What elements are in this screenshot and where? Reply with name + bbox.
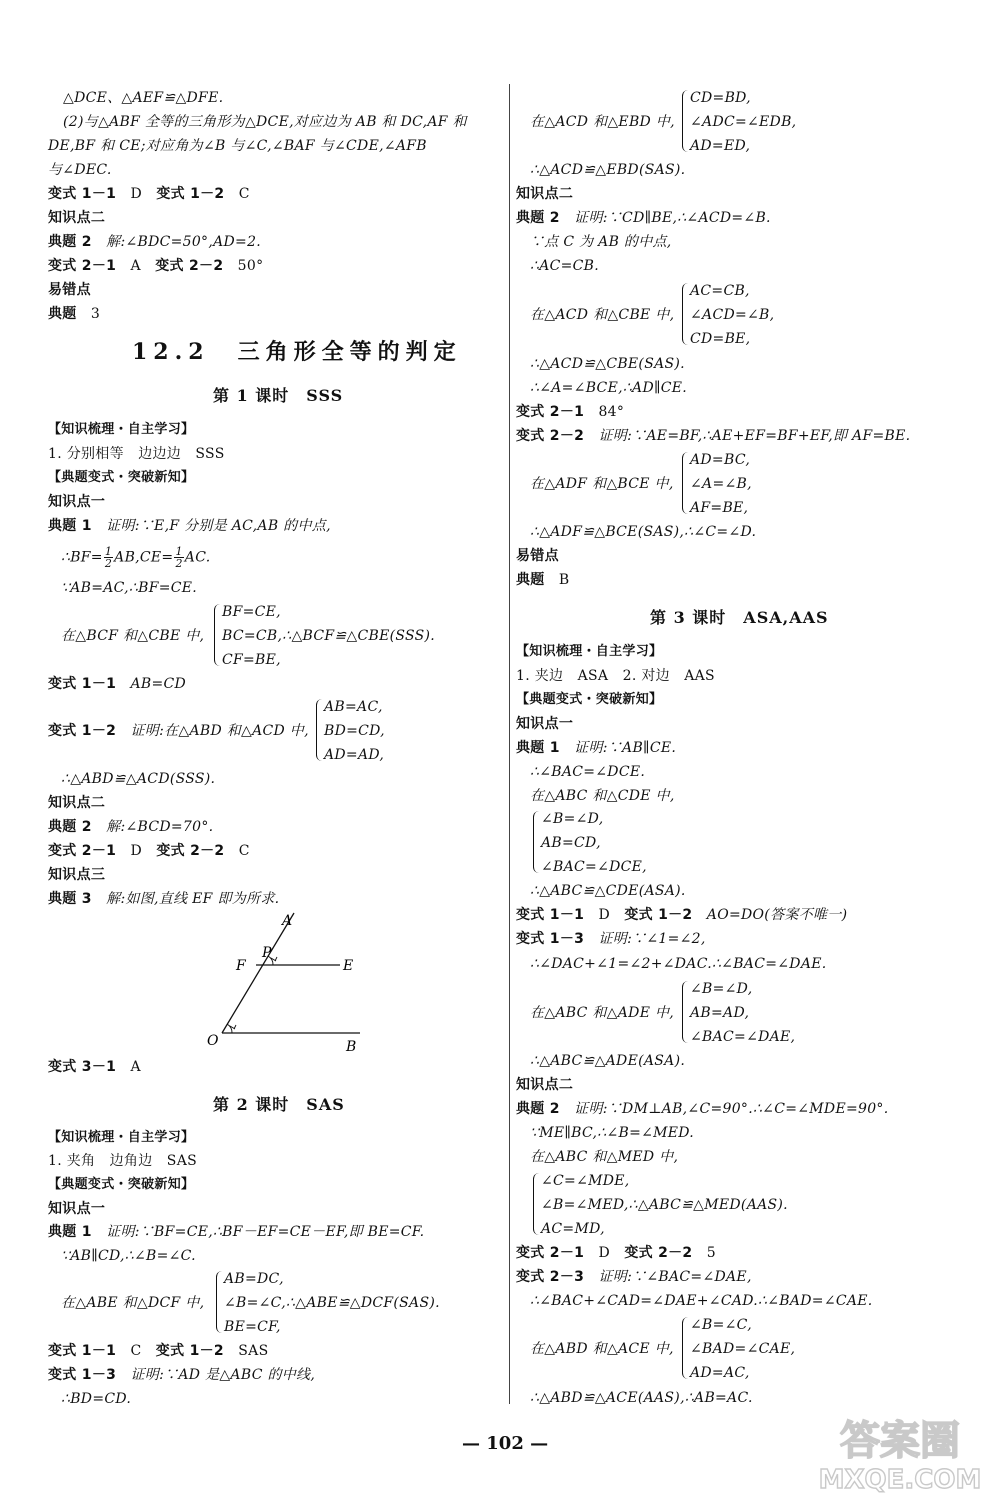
proof-text: 证明:∵AD 是△ABC 的中线,	[130, 1367, 316, 1383]
system-line: ∠C=∠MDE,	[541, 1173, 630, 1189]
brace	[316, 699, 322, 761]
block-heading: 【知识梳理・自主学习】	[48, 1130, 195, 1145]
proof-text: 证明:∵DM⊥AB,∠C=90°.∴∠C=∠MDE=90°.	[574, 1101, 889, 1117]
brace	[682, 452, 688, 514]
label: 变式 2－2	[624, 1245, 693, 1261]
system-line: AD=AD,	[324, 747, 385, 763]
proof-line	[516, 209, 771, 227]
proof-line	[516, 739, 676, 757]
brace	[682, 981, 688, 1043]
angle-arc-o	[227, 1024, 232, 1033]
label: 典题 2	[48, 234, 92, 250]
text-line: 1. 夹边 ASA 2. 对边 AAS	[516, 668, 715, 684]
system-prefix: 在△ACD 和△EBD 中,	[530, 114, 675, 130]
label: 变式 1－1	[48, 676, 117, 692]
proof-line	[516, 930, 706, 948]
topic-heading: 易错点	[48, 282, 91, 298]
system-line: AB=AD,	[690, 1005, 750, 1021]
system-prefix: 在△ADF 和△BCE 中,	[530, 476, 674, 492]
answer: C	[238, 843, 250, 859]
proof-line	[516, 1268, 752, 1286]
answer: C	[130, 1343, 142, 1359]
answer-line	[516, 403, 624, 421]
system-prefix	[48, 722, 309, 740]
answer: 解:如图,直线 EF 即为所求.	[106, 891, 280, 907]
answer: 84°	[598, 404, 625, 420]
proof-line: ∴BD=CD.	[61, 1391, 132, 1407]
brace	[216, 1271, 222, 1333]
text-line: 1. 夹角 边角边 SAS	[48, 1153, 197, 1169]
watermark-logo	[806, 1412, 994, 1494]
label: 变式 2－1	[516, 1245, 585, 1261]
label: 典题 2	[516, 1101, 560, 1117]
system-line: ∠B=∠D,	[541, 811, 604, 827]
proof-line	[48, 517, 331, 535]
label: 变式 1－2	[48, 723, 117, 739]
point-label-o: O	[207, 1033, 219, 1049]
system-line: BD=CD,	[324, 723, 385, 739]
answer: C	[238, 186, 250, 202]
label: 变式 2－1	[48, 843, 117, 859]
answer-line	[516, 571, 570, 589]
proof-line: ∴△ABD≌△ACD(SSS).	[61, 771, 216, 787]
topic-heading: 易错点	[516, 548, 559, 564]
answer: A	[130, 258, 141, 274]
point-label-f: F	[236, 958, 246, 974]
answer-line	[516, 1244, 716, 1262]
block-heading: 【典题变式・突破新知】	[48, 1177, 195, 1192]
proof-text: ∴BF=	[61, 549, 103, 566]
answer-line	[48, 233, 261, 251]
label: 典题 3	[48, 891, 92, 907]
proof-line: ∴∠BAC+∠CAD=∠DAE+∠CAD.∴∠BAD=∠CAE.	[530, 1293, 873, 1309]
system-prefix: 在△ABD 和△ACE 中,	[530, 1341, 674, 1357]
system-line: AD=BC,	[690, 452, 751, 468]
proof-line: ∵ME∥BC,∴∠B=∠MED.	[530, 1125, 695, 1141]
brace	[533, 1173, 539, 1235]
system-line: AD=AC,	[690, 1365, 750, 1381]
topic-heading: 知识点二	[516, 1077, 574, 1093]
proof-line: ∴△ABD≌△ACE(AAS),∴AB=AC.	[530, 1390, 753, 1406]
brace	[682, 283, 688, 345]
answer-line	[48, 1342, 268, 1360]
fraction-half	[174, 546, 183, 569]
system-line: ∠ADC=∠EDB,	[690, 114, 797, 130]
proof-text: 证明:∵E,F 分别是 AC,AB 的中点,	[106, 518, 331, 534]
system-line: ∠BAD=∠CAE,	[690, 1341, 796, 1357]
system-line: ∠B=∠D,	[690, 981, 753, 997]
point-label-p: P	[262, 945, 272, 961]
label: 变式 1－3	[516, 931, 585, 947]
proof-line	[61, 546, 210, 569]
proof-text: AC.	[184, 549, 211, 566]
answer: SAS	[238, 1343, 269, 1359]
proof-text: 证明:∵AE=BF,∴AE+EF=BF+EF,即 AF=BE.	[598, 428, 911, 444]
label: 典题 2	[48, 819, 92, 835]
numerator: 1	[175, 545, 183, 558]
system-line: AB=CD,	[541, 835, 601, 851]
block-heading: 【典题变式・突破新知】	[48, 470, 195, 485]
system-prefix: 在△BCF 和△CBE 中,	[61, 628, 205, 644]
lesson-title: 第 2 课时 SAS	[213, 1095, 345, 1114]
lesson-title: 第 1 课时 SSS	[213, 386, 344, 405]
system-line: BC=CB,∴△BCF≌△CBE(SSS).	[222, 628, 436, 644]
answer-line	[48, 818, 213, 836]
answer: D	[598, 1245, 610, 1261]
label: 变式 2－2	[155, 258, 224, 274]
answer-line	[516, 906, 847, 924]
answer: AB=CD	[130, 676, 187, 692]
answer-line	[48, 305, 100, 323]
block-heading: 【知识梳理・自主学习】	[48, 422, 195, 437]
system-line: CD=BE,	[690, 331, 751, 347]
lesson-title: 第 3 课时 ASA,AAS	[650, 608, 829, 627]
text-line: (2)与△ABF 全等的三角形为△DCE,对应边为 AB 和 DC,AF 和	[63, 114, 467, 130]
numerator: 1	[104, 545, 113, 558]
proof-line: ∴△ABC≌△ADE(ASA).	[530, 1053, 686, 1069]
answer: D	[130, 186, 142, 202]
answer-line	[48, 257, 263, 275]
point-label-a: A	[282, 913, 293, 929]
answer: 50°	[237, 258, 264, 274]
denominator: 2	[104, 557, 113, 570]
denominator: 2	[175, 557, 183, 570]
label: 典题 2	[516, 210, 560, 226]
proof-line: ∵AB∥CD,∴∠B=∠C.	[61, 1248, 196, 1264]
answer-line	[48, 675, 186, 693]
system-line: ∠B=∠C,∴△ABE≌△DCF(SAS).	[224, 1295, 440, 1311]
label: 变式 1－3	[48, 1367, 117, 1383]
label: 典题 1	[48, 518, 92, 534]
proof-line: ∴∠DAC+∠1=∠2+∠DAC.∴∠BAC=∠DAE.	[530, 956, 827, 972]
topic-heading: 知识点一	[48, 494, 106, 510]
system-line: AC=CB,	[690, 283, 750, 299]
label: 变式 2－1	[48, 258, 117, 274]
block-heading: 【典题变式・突破新知】	[516, 692, 663, 707]
system-line: BF=CE,	[222, 604, 281, 620]
topic-heading: 知识点二	[48, 210, 106, 226]
answer-line	[48, 842, 250, 860]
text-line: △DCE、△AEF≌△DFE.	[63, 90, 224, 106]
proof-line: 在△ABC 和△MED 中,	[530, 1149, 679, 1165]
brace	[214, 604, 220, 666]
system-line: BE=CF,	[224, 1319, 281, 1335]
point-label-b: B	[346, 1039, 357, 1055]
topic-heading: 知识点二	[48, 795, 106, 811]
proof-text: 证明:在△ABD 和△ACD 中,	[130, 723, 309, 739]
system-prefix: 在△ACD 和△CBE 中,	[530, 307, 675, 323]
label: 变式 2－2	[156, 843, 225, 859]
block-heading: 【知识梳理・自主学习】	[516, 644, 663, 659]
topic-heading: 知识点一	[516, 716, 574, 732]
proof-text: 证明:∵AB∥CE.	[574, 740, 677, 756]
fraction-half	[104, 546, 113, 569]
answer: D	[130, 843, 142, 859]
label: 变式 1－2	[156, 186, 225, 202]
answer-line	[48, 1058, 141, 1076]
proof-line: ∴△ACD≌△EBD(SAS).	[530, 162, 686, 178]
system-line: AB=AC,	[324, 699, 383, 715]
brace	[533, 811, 539, 873]
system-line: ∠A=∠B,	[690, 476, 752, 492]
answer-line	[48, 185, 250, 203]
system-line: CF=BE,	[222, 652, 281, 668]
proof-line	[516, 1100, 888, 1118]
proof-line: ∴∠BAC=∠DCE.	[530, 764, 646, 780]
proof-line	[516, 427, 910, 445]
proof-line: ∴△ACD≌△CBE(SAS).	[530, 356, 685, 372]
topic-heading: 知识点三	[48, 867, 106, 883]
topic-heading: 知识点一	[48, 1201, 106, 1217]
proof-line: ∴△ABC≌△CDE(ASA).	[530, 883, 686, 899]
watermark-url: MXQE.COM	[818, 1465, 982, 1494]
label: 变式 1－1	[48, 1343, 117, 1359]
label: 变式 3－1	[48, 1059, 117, 1075]
brace	[682, 90, 688, 152]
label: 变式 1－1	[48, 186, 117, 202]
text-line: 1. 分别相等 边边边 SSS	[48, 446, 225, 462]
proof-line	[48, 1223, 424, 1241]
answer: B	[558, 572, 570, 588]
label: 变式 2－3	[516, 1269, 585, 1285]
label: 典题 1	[516, 740, 560, 756]
system-line: AC=MD,	[541, 1221, 605, 1237]
label: 变式 2－2	[516, 428, 585, 444]
proof-text: 证明:∵CD∥BE,∴∠ACD=∠B.	[574, 210, 771, 226]
label: 变式 2－1	[516, 404, 585, 420]
label: 典题	[48, 306, 77, 322]
answer: 解:∠BDC=50°,AD=2.	[106, 234, 262, 250]
label: 变式 1－1	[516, 907, 585, 923]
proof-text: 证明:∵BF=CE,∴BF－EF=CE－EF,即 BE=CF.	[106, 1224, 425, 1240]
label: 典题 1	[48, 1224, 92, 1240]
system-line: AF=BE,	[690, 500, 749, 516]
topic-heading: 知识点二	[516, 186, 574, 202]
answer: A	[130, 1059, 141, 1075]
proof-line: ∴∠A=∠BCE,∴AD∥CE.	[530, 380, 688, 396]
page-number: — 102 —	[462, 1433, 549, 1454]
watermark-text: 答案圈	[840, 1418, 960, 1464]
system-prefix: 在△ABC 和△ADE 中,	[530, 1005, 675, 1021]
system-line: ∠B=∠MED,∴△ABC≌△MED(AAS).	[541, 1197, 788, 1213]
system-prefix: 在△ABE 和△DCF 中,	[61, 1295, 205, 1311]
proof-line: ∵AB=AC,∴BF=CE.	[61, 580, 198, 596]
brace	[682, 1317, 688, 1379]
proof-text: 证明:∵∠BAC=∠DAE,	[598, 1269, 752, 1285]
point-label-e: E	[343, 958, 354, 974]
label: 变式 1－2	[155, 1343, 224, 1359]
answer: 3	[90, 306, 101, 322]
text-line: 与∠DEC.	[48, 162, 112, 178]
geometry-figure	[200, 905, 380, 1055]
column-divider	[509, 84, 510, 1404]
answer: 解:∠BCD=70°.	[106, 819, 214, 835]
system-line: ∠B=∠C,	[690, 1317, 752, 1333]
proof-line: ∵点 C 为 AB 的中点,	[530, 234, 672, 250]
system-line: ∠ACD=∠B,	[690, 307, 775, 323]
answer: AO=DO(答案不唯一)	[706, 907, 848, 923]
proof-line: 在△ABC 和△CDE 中,	[530, 788, 675, 804]
section-title: 12.2 三角形全等的判定	[132, 339, 462, 365]
proof-line: ∴AC=CB.	[530, 258, 600, 274]
ray-oa	[222, 913, 294, 1033]
proof-line: ∴△ADF≌△BCE(SAS),∴∠C=∠D.	[530, 524, 757, 540]
system-line: ∠BAC=∠DAE,	[690, 1029, 796, 1045]
label: 变式 1－2	[624, 907, 693, 923]
system-line: CD=BD,	[690, 90, 751, 106]
proof-line	[48, 1366, 315, 1384]
proof-text: AB,CE=	[114, 549, 174, 566]
system-line: ∠BAC=∠DCE,	[541, 859, 647, 875]
system-line: AB=DC,	[224, 1271, 284, 1287]
proof-text: 证明:∵∠1=∠2,	[598, 931, 706, 947]
label: 典题	[516, 572, 545, 588]
answer: D	[598, 907, 610, 923]
answer: 5	[706, 1245, 716, 1261]
text-line: DE,BF 和 CE;对应角为∠B 与∠C,∠BAF 与∠CDE,∠AFB	[48, 138, 427, 154]
system-line: AD=ED,	[690, 138, 751, 154]
